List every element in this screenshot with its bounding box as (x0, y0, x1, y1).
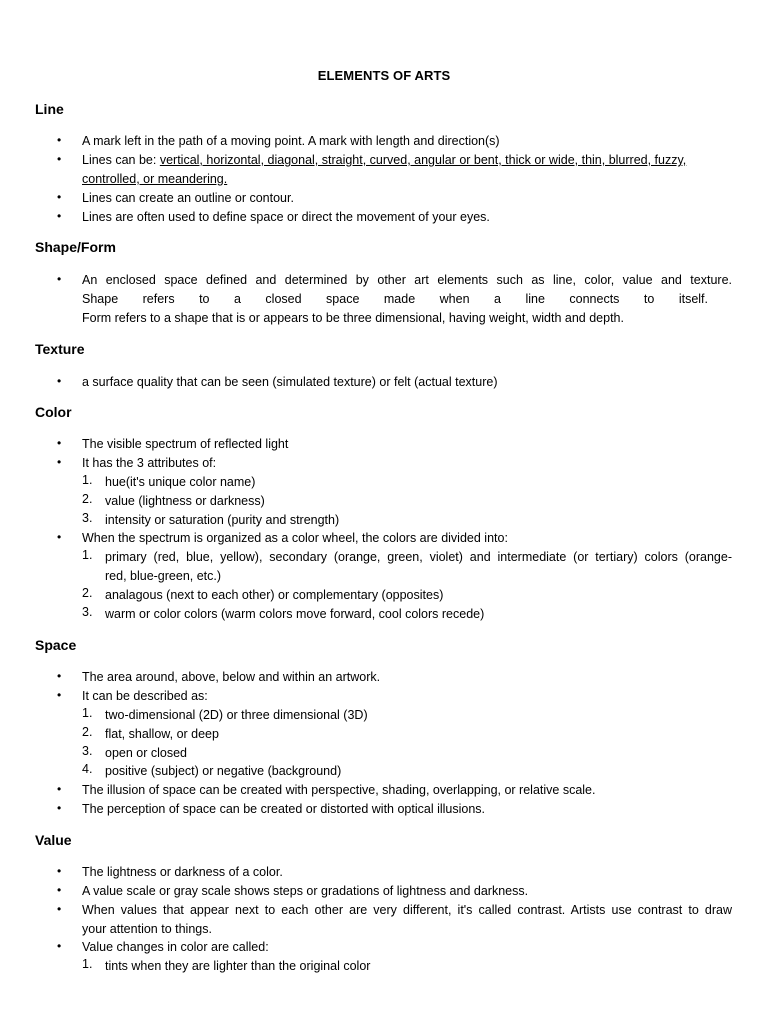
shape-text-line-1: An enclosed space defined and determined by other art elements such as line, color, value and texture. (82, 273, 732, 287)
space-bullet-1: The area around, above, below and within an artwork. (82, 670, 381, 684)
bullet-marker: • (57, 133, 62, 147)
color-wheel-1-line-1: primary (red, blue, yellow), secondary (orange, green, violet) and intermediate (or tertiary) colors (orange- (105, 550, 732, 564)
bullet-marker: • (57, 530, 62, 544)
list-number: 2. (82, 492, 93, 506)
list-number: 4. (82, 762, 93, 776)
heading-value: Value (35, 832, 72, 848)
list-number: 3. (82, 605, 93, 619)
heading-texture: Texture (35, 341, 85, 357)
bullet-marker: • (57, 455, 62, 469)
bullet-marker: • (57, 272, 62, 286)
list-number: 1. (82, 473, 93, 487)
color-attribute-2: value (lightness or darkness) (105, 494, 265, 508)
bullet-marker: • (57, 883, 62, 897)
bullet-marker: • (57, 864, 62, 878)
value-bullet-1: The lightness or darkness of a color. (82, 865, 283, 879)
color-bullet-2: It has the 3 attributes of: (82, 456, 217, 470)
list-number: 2. (82, 725, 93, 739)
list-number: 3. (82, 744, 93, 758)
list-number: 1. (82, 548, 93, 562)
bullet-marker: • (57, 152, 62, 166)
space-description-4: positive (subject) or negative (background) (105, 764, 342, 778)
space-description-1: two-dimensional (2D) or three dimensional (3D) (105, 708, 368, 722)
color-wheel-3: warm or color colors (warm colors move forward, cool colors recede) (105, 607, 485, 621)
value-change-1: tints when they are lighter than the original color (105, 959, 371, 973)
space-description-3: open or closed (105, 746, 188, 760)
bullet-marker: • (57, 190, 62, 204)
line-bullet-2 (82, 151, 732, 170)
bullet-marker: • (57, 782, 62, 796)
value-bullet-4: Value changes in color are called: (82, 940, 269, 954)
texture-bullet-1: a surface quality that can be seen (simulated texture) or felt (actual texture) (82, 375, 498, 389)
space-bullet-4: The perception of space can be created or distorted with optical illusions. (82, 802, 486, 816)
bullet-marker: • (57, 939, 62, 953)
space-bullet-2: It can be described as: (82, 689, 208, 703)
heading-shape-form: Shape/Form (35, 239, 116, 255)
heading-color: Color (35, 404, 72, 420)
bullet-marker: • (57, 902, 62, 916)
heading-line: Line (35, 101, 64, 117)
bullet-marker: • (57, 374, 62, 388)
color-bullet-1: The visible spectrum of reflected light (82, 437, 289, 451)
line-types-underlined-cont: controlled, or meandering. (82, 172, 228, 186)
value-bullet-3-line-1: When values that appear next to each other are very different, it's called contrast. Artists use contrast to draw (82, 903, 732, 917)
bullet-marker: • (57, 688, 62, 702)
list-number: 1. (82, 957, 93, 971)
line-bullet-1: A mark left in the path of a moving point. A mark with length and direction(s) (82, 134, 500, 148)
list-number: 3. (82, 511, 93, 525)
space-bullet-3: The illusion of space can be created with perspective, shading, overlapping, or relative scale. (82, 783, 596, 797)
line-types-underlined: vertical, horizontal, diagonal, straight, curved, angular or bent, thick or wide, thin, blurred, fuzzy, (159, 153, 687, 167)
space-description-2: flat, shallow, or deep (105, 727, 219, 741)
bullet-marker: • (57, 209, 62, 223)
shape-text-line-2: Shape refers to a closed space made when a line connects to itself. (82, 292, 708, 306)
color-attribute-3: intensity or saturation (purity and strength) (105, 513, 340, 527)
shape-text-line-3: Form refers to a shape that is or appears to be three dimensional, having weight, width and depth. (82, 311, 624, 325)
line-bullet-3: Lines can create an outline or contour. (82, 191, 294, 205)
value-bullet-2: A value scale or gray scale shows steps or gradations of lightness and darkness. (82, 884, 529, 898)
list-number: 1. (82, 706, 93, 720)
bullet-marker: • (57, 436, 62, 450)
color-wheel-2: analagous (next to each other) or complementary (opposites) (105, 588, 444, 602)
color-wheel-1-line-2: red, blue-green, etc.) (105, 569, 222, 583)
list-number: 2. (82, 586, 93, 600)
heading-space: Space (35, 637, 77, 653)
document-title: ELEMENTS OF ARTS (317, 68, 451, 83)
value-bullet-3-line-2: your attention to things. (82, 922, 212, 936)
color-bullet-3: When the spectrum is organized as a color wheel, the colors are divided into: (82, 531, 508, 545)
bullet-marker: • (57, 801, 62, 815)
line-bullet-4: Lines are often used to define space or direct the movement of your eyes. (82, 210, 490, 224)
bullet-marker: • (57, 669, 62, 683)
line-bullet-2-prefix: Lines can be: (82, 153, 160, 167)
color-attribute-1: hue(it's unique color name) (105, 475, 256, 489)
